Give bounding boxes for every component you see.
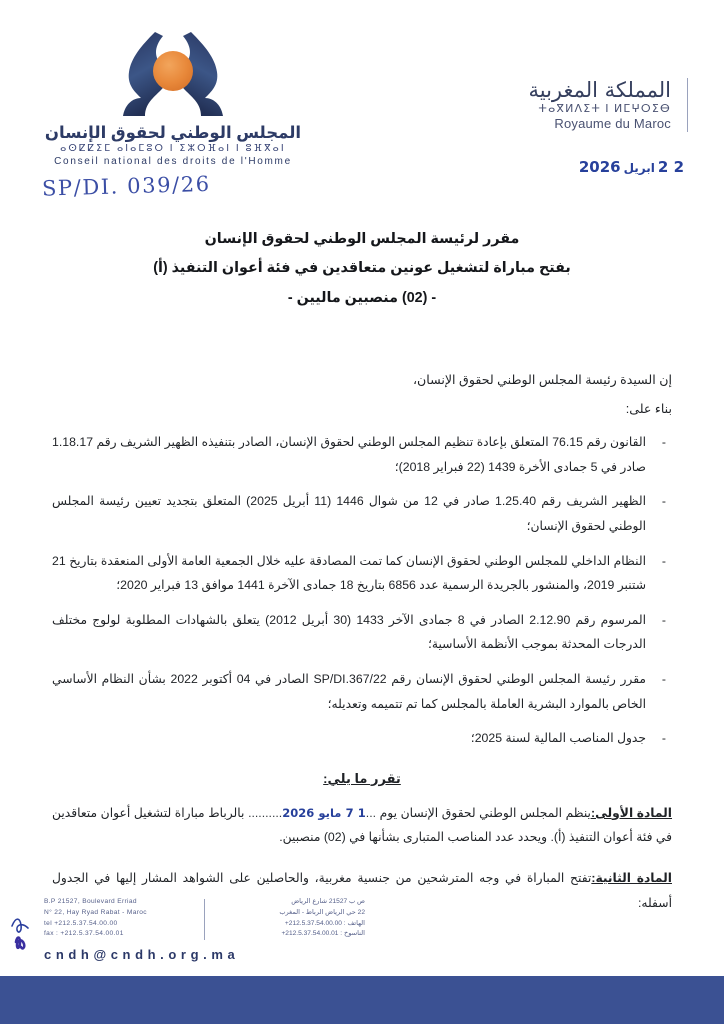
bullet-dash-icon: -: [661, 612, 666, 627]
date-stamp-year: 2026: [578, 158, 621, 176]
address-french: [44, 897, 194, 940]
article-two-text: تفتح المباراة في وجه المترشحين من جنسية مغربية، والحاصلين على الشواهد المشار إليها في الجدول أسفله:: [52, 870, 672, 910]
list-item: [52, 726, 666, 751]
article-one-label: المادة الأولى:: [590, 805, 673, 820]
decision-heading: تقرر ما يلي:: [323, 770, 401, 786]
document-footer: [0, 899, 724, 1024]
cndh-logo-block: [28, 28, 318, 201]
kingdom-arabic: المملكة المغربية: [528, 78, 671, 102]
cndh-logo-icon: [111, 28, 235, 120]
list-item: [52, 489, 666, 538]
reference-number-handwritten: SP/DI. 039/26: [41, 171, 212, 201]
address-arabic-line: ص ب 21527 شارع الرياض: [291, 898, 365, 906]
list-item: [52, 608, 666, 657]
article-one-text-before: ينظم المجلس الوطني لحقوق الإنسان يوم: [379, 805, 591, 820]
address-french-line: N° 22, Hay Ryad Rabat - Maroc: [44, 908, 147, 916]
address-french-line: tel +212.5.37.54.00.00: [44, 919, 118, 927]
date-stamp-day: 2 2: [657, 158, 684, 176]
date-stamp-month: ابريل: [623, 161, 655, 175]
basis-item-text: مقرر رئيسة المجلس الوطني لحقوق الإنسان رقم SP/DI.367/22 الصادر في 04 أكتوبر 2022 بشأن النظام الأساسي الخاص بالموارد البشرية العاملة بالمجلس كما تم تتميمه وتعديله؛: [52, 671, 647, 711]
address-arabic-line: الهاتف : 212.5.37.54.00.00+: [284, 919, 365, 927]
basis-item-text: المرسوم رقم 2.12.90 الصادر في 8 جمادى الآخر 1433 (30 أبريل 2012) يتعلق بالشهادات المطلوبة لولوج مختلف الدرجات المحدثة بموجب الأنظمة الأساسية؛: [52, 612, 647, 652]
address-row: [44, 897, 374, 940]
article-two-label: المادة الثانية:: [591, 870, 672, 885]
preamble-intro: إن السيدة رئيسة المجلس الوطني لحقوق الإنسان،: [412, 372, 672, 387]
basis-item-text: جدول المناصب المالية لسنة 2025؛: [470, 731, 646, 746]
title-line-3: - (02) منصبين ماليين -: [287, 289, 437, 306]
title-line-2: بفتح مباراة لتشغيل عونين متعاقدين في فئة أعوان التنفيذ (أ): [153, 260, 571, 277]
bullet-dash-icon: -: [661, 494, 666, 509]
basis-item-text: الظهير الشريف رقم 1.25.40 صادر في 12 من شوال 1446 (11 أبريل 2025) المتعلق بتجديد تعيين رئيسة المجلس الوطني لحقوق الإنسان؛: [52, 494, 647, 533]
footer-contact-block: [44, 897, 374, 962]
kingdom-block: [528, 78, 688, 132]
logo-tifinagh-name: ⴰⵙⵇⵇⵉⵎ ⴰⵏⴰⵎⵓⵔ ⵏ ⵉⵣⵔⴼⴰⵏ ⵏ ⵓⴼⴳⴰⵏ: [60, 143, 286, 155]
kingdom-french: Royaume du Maroc: [554, 116, 671, 132]
list-item: [52, 667, 666, 716]
article-one: [52, 801, 672, 850]
address-french-line: B.P 21527, Boulevard Erriad: [44, 898, 137, 906]
list-item: [52, 430, 666, 479]
kingdom-tifinagh: ⵜⴰⴳⵍⴷⵉⵜ ⵏ ⵍⵎⵖⵔⵉⴱ: [538, 103, 671, 116]
date-stamp: [579, 158, 684, 176]
preamble-basis-label: بناء على:: [625, 401, 672, 416]
document-header: [0, 0, 724, 205]
bullet-dash-icon: -: [661, 671, 666, 686]
logo-french-name: Conseil national des droits de l'Homme: [54, 155, 292, 167]
basis-item-text: النظام الداخلي للمجلس الوطني لحقوق الإنسان كما تمت المصادقة عليه خلال الجمعية العامة الأولى المنعقدة بتاريخ 21 شتنبر 2019، والمنشور بالجريدة الرسمية عدد 6856 بتاريخ 18 جمادى الآخرة 1441 موافق 13 فبراير 2020؛: [52, 553, 646, 593]
logo-arabic-name: المجلس الوطني لحقوق الإنسان: [44, 124, 302, 142]
address-divider: [204, 899, 205, 940]
bullet-dash-icon: -: [661, 435, 666, 450]
article-one-filled-date: 1 7 مايو 2026: [282, 805, 366, 820]
article-one-text-after: بالرباط مباراة لتشغيل أعوان متعاقدين في فئة أعوان التنفيذ (أ). ويحدد عدد المناصب المتبارى بشأنها في (02) منصبين.: [52, 805, 672, 845]
title-line-1: مقرر لرئيسة المجلس الوطني لحقوق الإنسان: [204, 231, 520, 247]
address-french-line: fax : +212.5.37.54.00.01: [44, 930, 124, 938]
article-one-dots-after: ..........: [248, 805, 283, 820]
footer-email[interactable]: cndh@cndh.org.ma: [44, 947, 240, 962]
bullet-dash-icon: -: [661, 553, 666, 568]
address-arabic-line: الناسوخ : 212.5.37.54.00.01+: [281, 930, 365, 938]
basis-list: [52, 430, 672, 751]
basis-item-text: القانون رقم 76.15 المتعلق بإعادة تنظيم المجلس الوطني لحقوق الإنسان، الصادر بتنفيذه الظهير الشريف رقم 1.18.17 صادر في 5 جمادى الأخرة 1439 (22 فبراير 2018)؛: [52, 435, 646, 474]
document-title: [52, 225, 672, 313]
address-arabic: [215, 897, 365, 940]
list-item: [52, 549, 666, 598]
bullet-dash-icon: -: [661, 731, 666, 746]
address-arabic-line: 22 حي الرياض الرباط - المغرب: [279, 908, 365, 916]
footer-blue-band: [0, 976, 724, 1024]
article-one-dots-before: ...: [365, 805, 377, 820]
document-body: [52, 225, 672, 931]
